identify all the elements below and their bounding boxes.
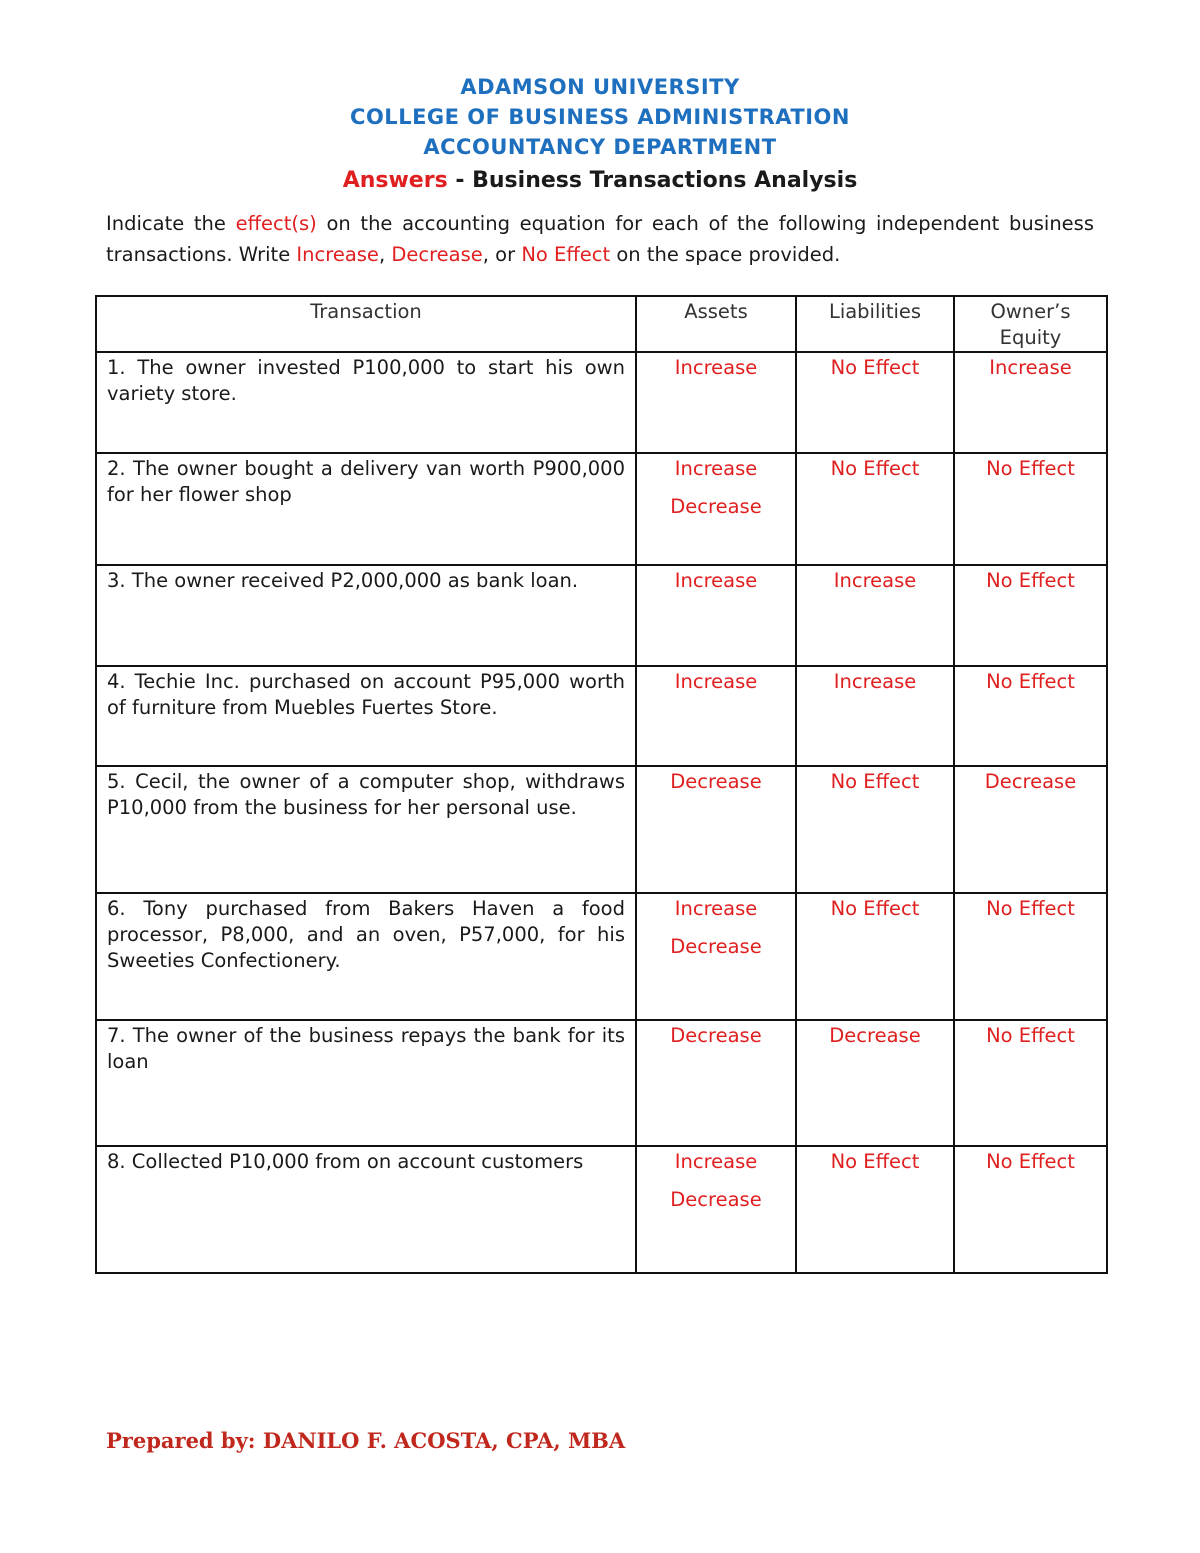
instructions [106,208,1094,270]
header-liabilities: Liabilities [796,296,954,352]
equity-cell: No Effect [954,1146,1107,1273]
department-name: ACCOUNTANCY DEPARTMENT [423,135,777,159]
instructions-text: Indicate the [106,212,236,235]
instructions-no-effect: No Effect [521,243,611,266]
page-title [0,168,1200,193]
table-row [96,453,1107,565]
assets-effect: Decrease [670,770,762,793]
university-name: ADAMSON UNIVERSITY [460,75,740,99]
assets-effect: Increase [674,457,758,480]
instructions-decrease: Decrease [391,243,483,266]
assets-effect-second: Decrease [670,495,762,518]
prepared-by: Prepared by: DANILO F. ACOSTA, CPA, MBA [106,1428,626,1453]
transaction-cell: 7. The owner of the business repays the bank for its loan [96,1020,636,1146]
table-header-row [96,296,1107,352]
assets-effect-second: Decrease [670,1188,762,1211]
table-row [96,766,1107,893]
header-transaction: Transaction [96,296,636,352]
instructions-text: on the space provided. [610,243,841,266]
assets-effect: Increase [674,569,758,592]
header-owners-equity: Owner’s Equity [954,296,1107,352]
transactions-table [95,295,1108,1274]
assets-effect-second: Decrease [670,935,762,958]
liabilities-cell: No Effect [796,893,954,1020]
transaction-cell: 1. The owner invested P100,000 to start his own variety store. [96,352,636,453]
table-row [96,893,1107,1020]
title-answers: Answers [342,168,448,193]
instructions-increase: Increase [296,243,379,266]
equity-cell: No Effect [954,666,1107,766]
transaction-cell: 5. Cecil, the owner of a computer shop, withdraws P10,000 from the business for her personal use. [96,766,636,893]
liabilities-cell: No Effect [796,453,954,565]
liabilities-cell: No Effect [796,766,954,893]
table-row [96,565,1107,666]
instructions-effect: effect(s) [235,212,317,235]
assets-effect: Increase [674,897,758,920]
table-row [96,1146,1107,1273]
title-separator: - [447,168,473,193]
liabilities-cell: No Effect [796,1146,954,1273]
equity-cell: No Effect [954,1020,1107,1146]
assets-cell [636,565,796,666]
equity-cell: No Effect [954,893,1107,1020]
assets-effect: Decrease [670,1024,762,1047]
title-rest: Business Transactions Analysis [472,168,858,193]
transaction-cell: 2. The owner bought a delivery van worth P900,000 for her flower shop [96,453,636,565]
assets-effect: Increase [674,356,758,379]
assets-effect: Increase [674,1150,758,1173]
liabilities-cell: Decrease [796,1020,954,1146]
document-header [0,72,1200,162]
equity-cell: Increase [954,352,1107,453]
table-row [96,352,1107,453]
assets-cell [636,453,796,565]
liabilities-cell: Increase [796,565,954,666]
transaction-cell: 4. Techie Inc. purchased on account P95,000 worth of furniture from Muebles Fuertes Store. [96,666,636,766]
assets-cell [636,1020,796,1146]
table-row [96,666,1107,766]
transaction-cell: 3. The owner received P2,000,000 as bank loan. [96,565,636,666]
assets-cell [636,893,796,1020]
equity-cell: No Effect [954,565,1107,666]
liabilities-cell: Increase [796,666,954,766]
header-assets: Assets [636,296,796,352]
equity-cell: No Effect [954,453,1107,565]
liabilities-cell: No Effect [796,352,954,453]
transaction-cell: 6. Tony purchased from Bakers Haven a food processor, P8,000, and an oven, P57,000, for his Sweeties Confectionery. [96,893,636,1020]
table-row [96,1020,1107,1146]
instructions-text: on the accounting equation for each of the following independent business transactions. Write [106,212,1094,266]
assets-cell [636,1146,796,1273]
assets-cell [636,766,796,893]
equity-cell: Decrease [954,766,1107,893]
assets-cell [636,666,796,766]
instructions-text: , [378,243,392,266]
assets-cell [636,352,796,453]
transaction-cell: 8. Collected P10,000 from on account customers [96,1146,636,1273]
college-name: COLLEGE OF BUSINESS ADMINISTRATION [350,105,850,129]
assets-effect: Increase [674,670,758,693]
instructions-text: , or [482,243,522,266]
